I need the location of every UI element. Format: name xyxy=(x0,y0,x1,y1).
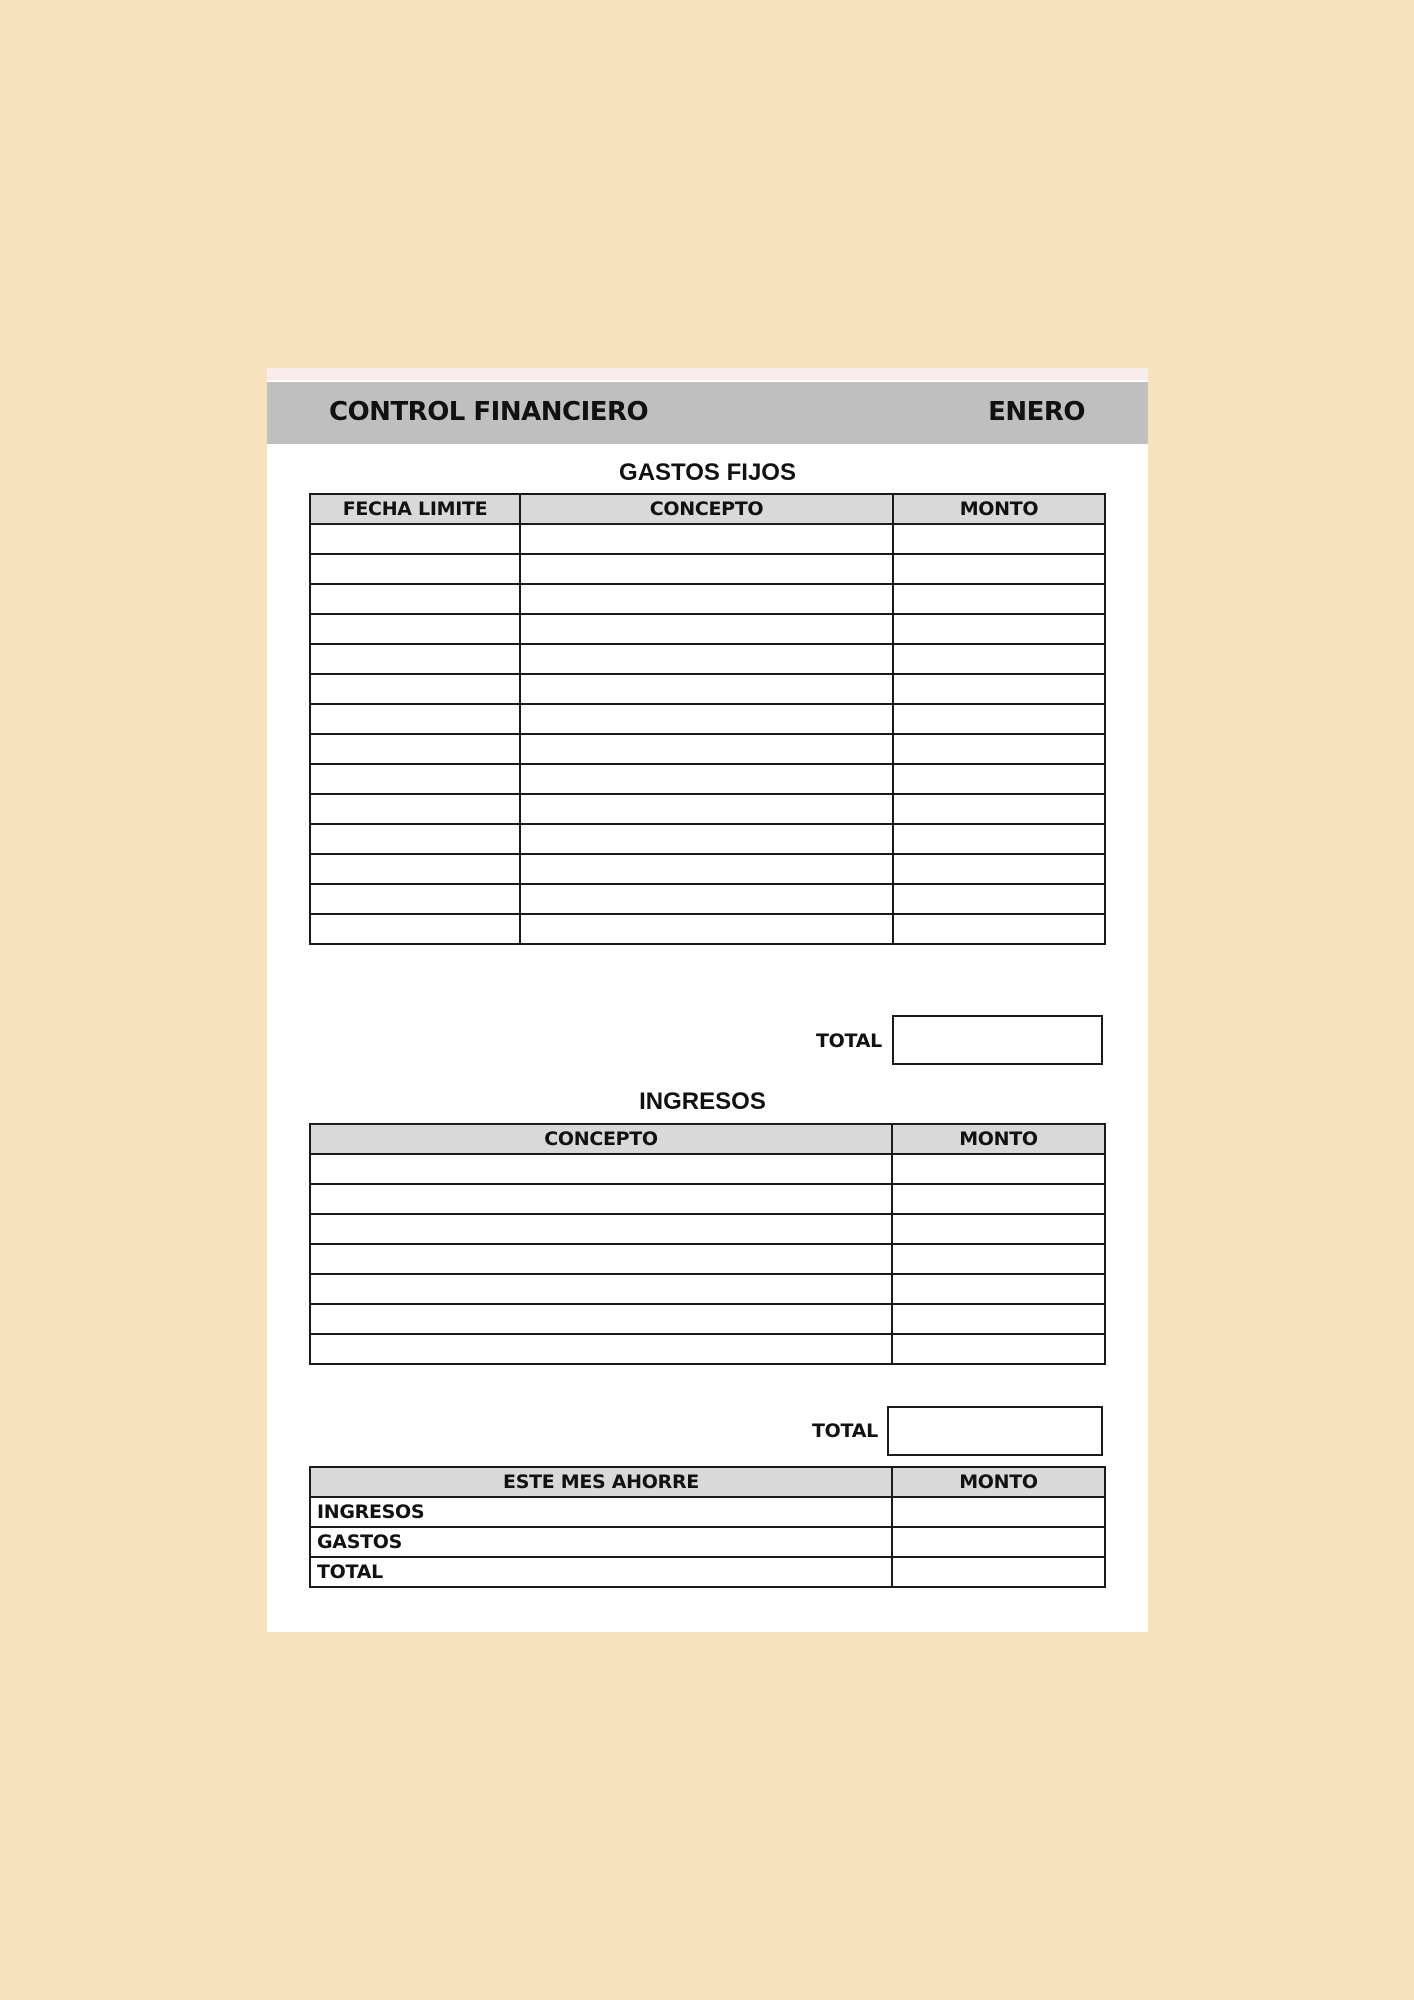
gastos-fijos-title: GASTOS FIJOS xyxy=(619,459,796,486)
table-row xyxy=(310,854,1105,884)
table-row xyxy=(310,1154,1105,1184)
table-row xyxy=(310,644,1105,674)
table-row xyxy=(310,584,1105,614)
gastos-fijos-table xyxy=(309,493,1106,945)
concepto-cell[interactable] xyxy=(520,854,893,884)
table-row xyxy=(310,614,1105,644)
concepto-cell[interactable] xyxy=(520,644,893,674)
table-row xyxy=(310,1304,1105,1334)
concepto-cell[interactable] xyxy=(310,1334,892,1364)
column-header-concepto: CONCEPTO xyxy=(310,1124,892,1154)
concepto-cell[interactable] xyxy=(520,764,893,794)
monto-cell[interactable] xyxy=(892,1274,1105,1304)
monto-cell[interactable] xyxy=(892,1184,1105,1214)
ahorro-label-total: TOTAL xyxy=(310,1557,892,1587)
fecha-limite-cell[interactable] xyxy=(310,764,520,794)
fecha-limite-cell[interactable] xyxy=(310,914,520,944)
fecha-limite-cell[interactable] xyxy=(310,824,520,854)
monto-cell[interactable] xyxy=(893,704,1105,734)
monto-cell[interactable] xyxy=(893,854,1105,884)
monto-cell[interactable] xyxy=(892,1244,1105,1274)
column-header-fecha-limite: FECHA LIMITE xyxy=(310,494,520,524)
ahorro-amount-total[interactable] xyxy=(892,1557,1105,1587)
ahorro-amount-gastos[interactable] xyxy=(892,1527,1105,1557)
concepto-cell[interactable] xyxy=(520,794,893,824)
fecha-limite-cell[interactable] xyxy=(310,734,520,764)
monto-cell[interactable] xyxy=(893,614,1105,644)
gastos-total-label: TOTAL xyxy=(816,1030,882,1052)
concepto-cell[interactable] xyxy=(310,1154,892,1184)
monto-cell[interactable] xyxy=(893,824,1105,854)
fecha-limite-cell[interactable] xyxy=(310,704,520,734)
fecha-limite-cell[interactable] xyxy=(310,554,520,584)
fecha-limite-cell[interactable] xyxy=(310,614,520,644)
ahorro-table xyxy=(309,1466,1106,1588)
table-row xyxy=(310,914,1105,944)
financial-control-sheet xyxy=(267,368,1148,1632)
table-row xyxy=(310,1184,1105,1214)
table-row xyxy=(310,554,1105,584)
concepto-cell[interactable] xyxy=(310,1244,892,1274)
monto-cell[interactable] xyxy=(893,584,1105,614)
fecha-limite-cell[interactable] xyxy=(310,524,520,554)
ingresos-title: INGRESOS xyxy=(639,1088,766,1115)
concepto-cell[interactable] xyxy=(520,824,893,854)
month-label: ENERO xyxy=(988,397,1085,427)
monto-cell[interactable] xyxy=(892,1304,1105,1334)
column-header-concepto: CONCEPTO xyxy=(520,494,893,524)
concepto-cell[interactable] xyxy=(520,734,893,764)
monto-cell[interactable] xyxy=(893,734,1105,764)
ingresos-table xyxy=(309,1123,1106,1365)
concepto-cell[interactable] xyxy=(520,674,893,704)
fecha-limite-cell[interactable] xyxy=(310,584,520,614)
table-row xyxy=(310,1214,1105,1244)
ingresos-total-label: TOTAL xyxy=(812,1420,878,1442)
monto-cell[interactable] xyxy=(893,914,1105,944)
table-row xyxy=(310,1334,1105,1364)
concepto-cell[interactable] xyxy=(310,1304,892,1334)
ahorro-row-total xyxy=(310,1557,1105,1587)
ingresos-header-row xyxy=(310,1124,1105,1154)
table-row xyxy=(310,764,1105,794)
monto-cell[interactable] xyxy=(893,764,1105,794)
gastos-total-field[interactable] xyxy=(892,1015,1103,1065)
table-row xyxy=(310,794,1105,824)
ahorro-row-ingresos xyxy=(310,1497,1105,1527)
column-header-monto: MONTO xyxy=(892,1124,1105,1154)
fecha-limite-cell[interactable] xyxy=(310,884,520,914)
concepto-cell[interactable] xyxy=(310,1184,892,1214)
monto-cell[interactable] xyxy=(893,674,1105,704)
concepto-cell[interactable] xyxy=(520,884,893,914)
ahorro-label-ingresos: INGRESOS xyxy=(310,1497,892,1527)
table-row xyxy=(310,1274,1105,1304)
monto-cell[interactable] xyxy=(893,644,1105,674)
gastos-fijos-header-row xyxy=(310,494,1105,524)
column-header-este-mes-ahorre: ESTE MES AHORRE xyxy=(310,1467,892,1497)
monto-cell[interactable] xyxy=(893,524,1105,554)
table-row xyxy=(310,524,1105,554)
concepto-cell[interactable] xyxy=(520,584,893,614)
column-header-monto: MONTO xyxy=(893,494,1105,524)
concepto-cell[interactable] xyxy=(520,554,893,584)
monto-cell[interactable] xyxy=(893,554,1105,584)
table-row xyxy=(310,674,1105,704)
ahorro-label-gastos: GASTOS xyxy=(310,1527,892,1557)
concepto-cell[interactable] xyxy=(310,1274,892,1304)
column-header-monto: MONTO xyxy=(892,1467,1105,1497)
table-row xyxy=(310,1244,1105,1274)
table-row xyxy=(310,734,1105,764)
monto-cell[interactable] xyxy=(893,794,1105,824)
fecha-limite-cell[interactable] xyxy=(310,644,520,674)
monto-cell[interactable] xyxy=(892,1154,1105,1184)
concepto-cell[interactable] xyxy=(310,1214,892,1244)
ahorro-header-row xyxy=(310,1467,1105,1497)
table-row xyxy=(310,704,1105,734)
ahorro-amount-ingresos[interactable] xyxy=(892,1497,1105,1527)
sheet-title: CONTROL FINANCIERO xyxy=(329,397,649,427)
concepto-cell[interactable] xyxy=(520,524,893,554)
ingresos-total-field[interactable] xyxy=(887,1406,1103,1456)
table-row xyxy=(310,884,1105,914)
concepto-cell[interactable] xyxy=(520,614,893,644)
ahorro-row-gastos xyxy=(310,1527,1105,1557)
fecha-limite-cell[interactable] xyxy=(310,854,520,884)
fecha-limite-cell[interactable] xyxy=(310,794,520,824)
fecha-limite-cell[interactable] xyxy=(310,674,520,704)
concepto-cell[interactable] xyxy=(520,914,893,944)
table-row xyxy=(310,824,1105,854)
header-bar xyxy=(267,382,1148,444)
monto-cell[interactable] xyxy=(893,884,1105,914)
monto-cell[interactable] xyxy=(892,1334,1105,1364)
monto-cell[interactable] xyxy=(892,1214,1105,1244)
concepto-cell[interactable] xyxy=(520,704,893,734)
top-strip xyxy=(267,368,1148,380)
